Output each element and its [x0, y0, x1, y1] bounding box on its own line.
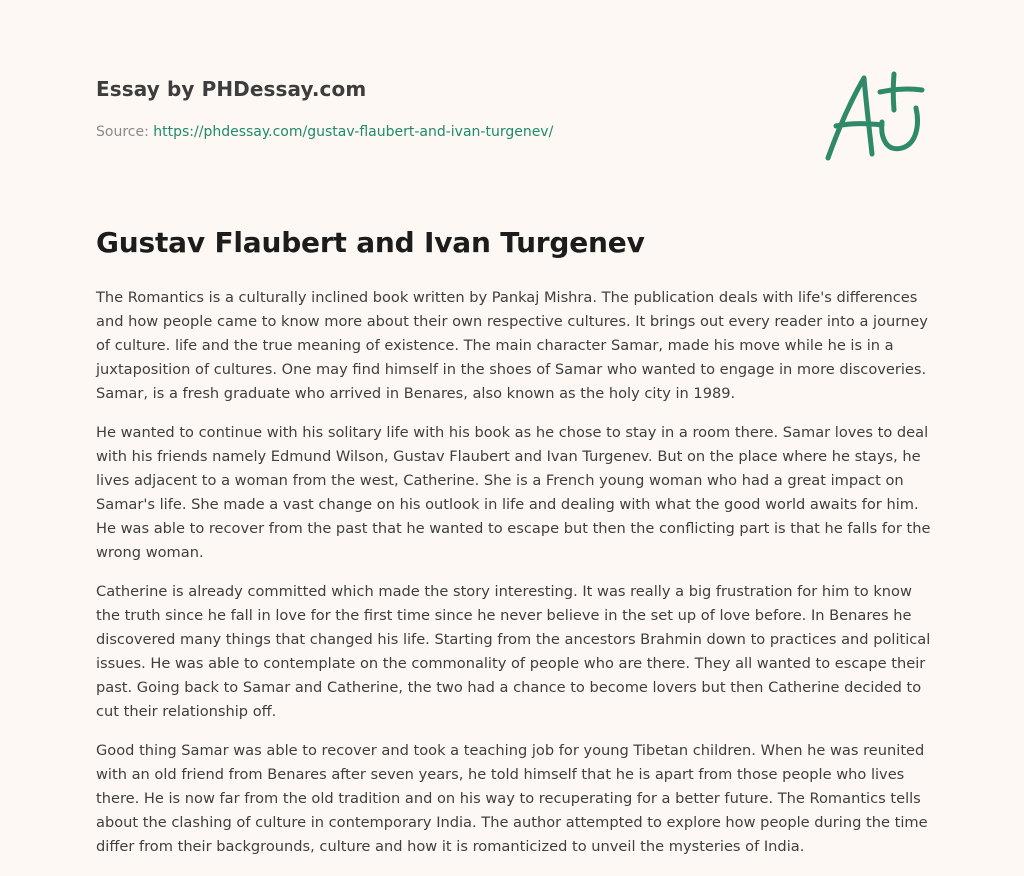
essay-paragraph: He wanted to continue with his solitary life with his book as he chose to stay in a room there. Samar loves to deal with his friends namely Edmund Wilson, Gustav Flaubert and Ivan Turgenev. But on the place where he stays, he lives adjacent to a woman from the west, Catherine. She is a French young woman who had a great impact on Samar's life. She made a vast change on his outlook in life and dealing with what the good world awaits for him. He was able to recover from the past that he wanted to escape but then the conflicting part is that he falls for the wrong woman. — [96, 424, 931, 561]
source-line — [96, 124, 553, 140]
essay-title: Gustav Flaubert and Ivan Turgenev — [96, 226, 645, 259]
essay-body — [96, 286, 934, 874]
site-brand: Essay by PHDessay.com — [96, 77, 367, 101]
source-link[interactable]: https://phdessay.com/gustav-flaubert-and-ivan-turgenev/ — [153, 124, 554, 140]
essay-paragraph: Catherine is already committed which made the story interesting. It was really a big frustration for him to know the truth since he fall in love for the first time since he never believe in the set up of love before. In Benares he discovered many things that changed his life. Starting from the ancestors Brahmin down to practices and political issues. He was able to contemplate on the commonality of people who are there. They all wanted to escape their past. Going back to Samar and Catherine, the two had a chance to become lovers but then Catherine decided to cut their relationship off. — [96, 583, 931, 720]
source-label: Source: — [96, 124, 154, 140]
essay-paragraph: Good thing Samar was able to recover and took a teaching job for young Tibetan children. When he was reunited with an old friend from Benares after seven years, he told himself that he is apart from those people who lives there. He is now far from the old tradition and on his way to recuperating for a better future. The Romantics tells about the clashing of culture in contemporary India. The author attempted to explore how people during the time differ from their backgrounds, culture and how it is romanticized to unveil the mysteries of India. — [96, 742, 928, 855]
a-plus-grade-icon — [822, 68, 930, 164]
essay-paragraph: The Romantics is a culturally inclined book written by Pankaj Mishra. The publication deals with life's differences and how people came to know more about their own respective cultures. It brings out every reader into a journey of culture. life and the true meaning of existence. The main character Samar, made his move while he is in a juxtaposition of cultures. One may find himself in the shoes of Samar who wanted to engage in more discoveries. Samar, is a fresh graduate who arrived in Benares, also known as the holy city in 1989. — [96, 289, 928, 402]
